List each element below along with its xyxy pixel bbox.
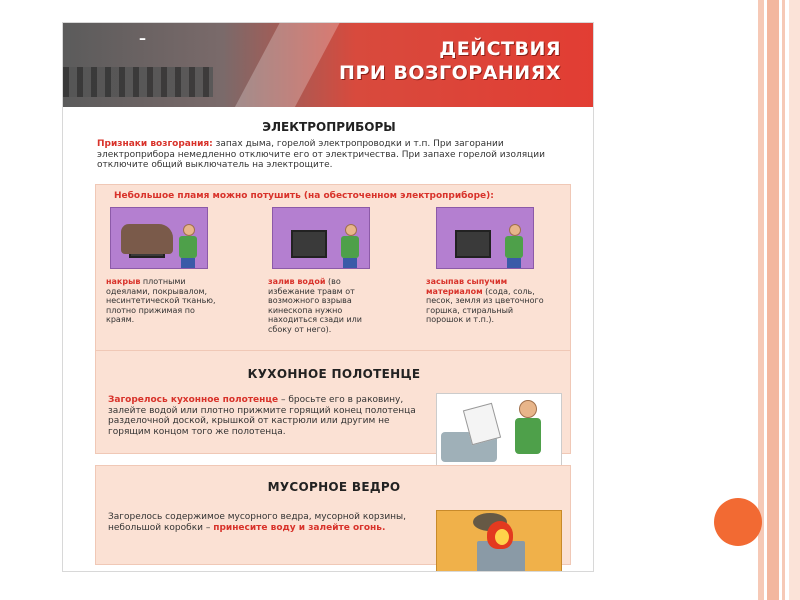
- caption-water-lead: залив водой: [268, 277, 326, 286]
- section-title-bin: МУСОРНОЕ ВЕДРО: [267, 480, 401, 494]
- caption-powder-text: (сода, соль, песок, земля из цветочного горшка, стиральный порошок и т.п.).: [426, 286, 544, 324]
- towel-lead: Загорелось кухонное полотенце: [108, 395, 279, 405]
- panel-kitchen-towel: [95, 350, 571, 454]
- section-title-towel: КУХОННОЕ ПОЛОТЕНЦЕ: [247, 367, 421, 381]
- caption-cover-lead: накрыв: [106, 277, 141, 286]
- panel-electro-header: Небольшое пламя можно потушить (на обесточенном электроприборе):: [114, 191, 494, 201]
- illustration-powder: [436, 207, 534, 269]
- decorative-circle: [714, 498, 762, 546]
- caption-powder: [426, 277, 544, 325]
- section-title-electro: ЭЛЕКТРОПРИБОРЫ: [262, 120, 396, 134]
- illustration-water: [272, 207, 370, 269]
- fire-safety-poster: [62, 22, 594, 572]
- towel-text: [108, 395, 426, 437]
- illustration-towel: [436, 393, 562, 467]
- caption-cover: [106, 277, 224, 325]
- intro-label: Признаки возгорания:: [97, 139, 213, 149]
- towel-body: – бросьте его в раковину, залейте водой или плотно прижмите горящий конец полотенца разделочной доской, крышкой от кастрюли или другим не горящим концом того же полотенца.: [108, 395, 416, 437]
- intro-text: [97, 139, 577, 171]
- bin-body: Загорелось содержимое мусорного ведра, мусорной корзины, небольшой коробки –: [108, 512, 407, 533]
- illustration-bin: [436, 510, 562, 572]
- caption-water-text: (во избежание травм от возможного взрыва кинескопа нужно находиться сзади или сбоку от него).: [268, 277, 362, 334]
- caption-cover-text: плотными одеялами, покрывалом, несинтетической тканью, плотно прижимая по краям.: [106, 277, 216, 324]
- panel-electro: [95, 184, 571, 362]
- caption-powder-lead: засыпав сыпучим материалом: [426, 277, 508, 296]
- banner-dash: –: [139, 31, 146, 47]
- bin-action: принесите воду и залейте огонь.: [213, 522, 386, 533]
- illustration-cover: [110, 207, 208, 269]
- title-line-1: ДЕЙСТВИЯ: [439, 38, 561, 60]
- caption-water: [268, 277, 386, 334]
- title-line-2: ПРИ ВОЗГОРАНИЯХ: [339, 62, 561, 84]
- bin-text: [108, 512, 418, 533]
- poster-banner: [63, 23, 594, 107]
- poster-title: [339, 37, 561, 85]
- decorative-stripes: [758, 0, 800, 600]
- panel-trash-bin: [95, 465, 571, 565]
- intro-body: запах дыма, горелой электропроводки и т.п. При загорании электроприбора немедленно отключите его от электричества. При запахе горелой изоляции отключите общий выключатель на электрощите.: [97, 139, 545, 170]
